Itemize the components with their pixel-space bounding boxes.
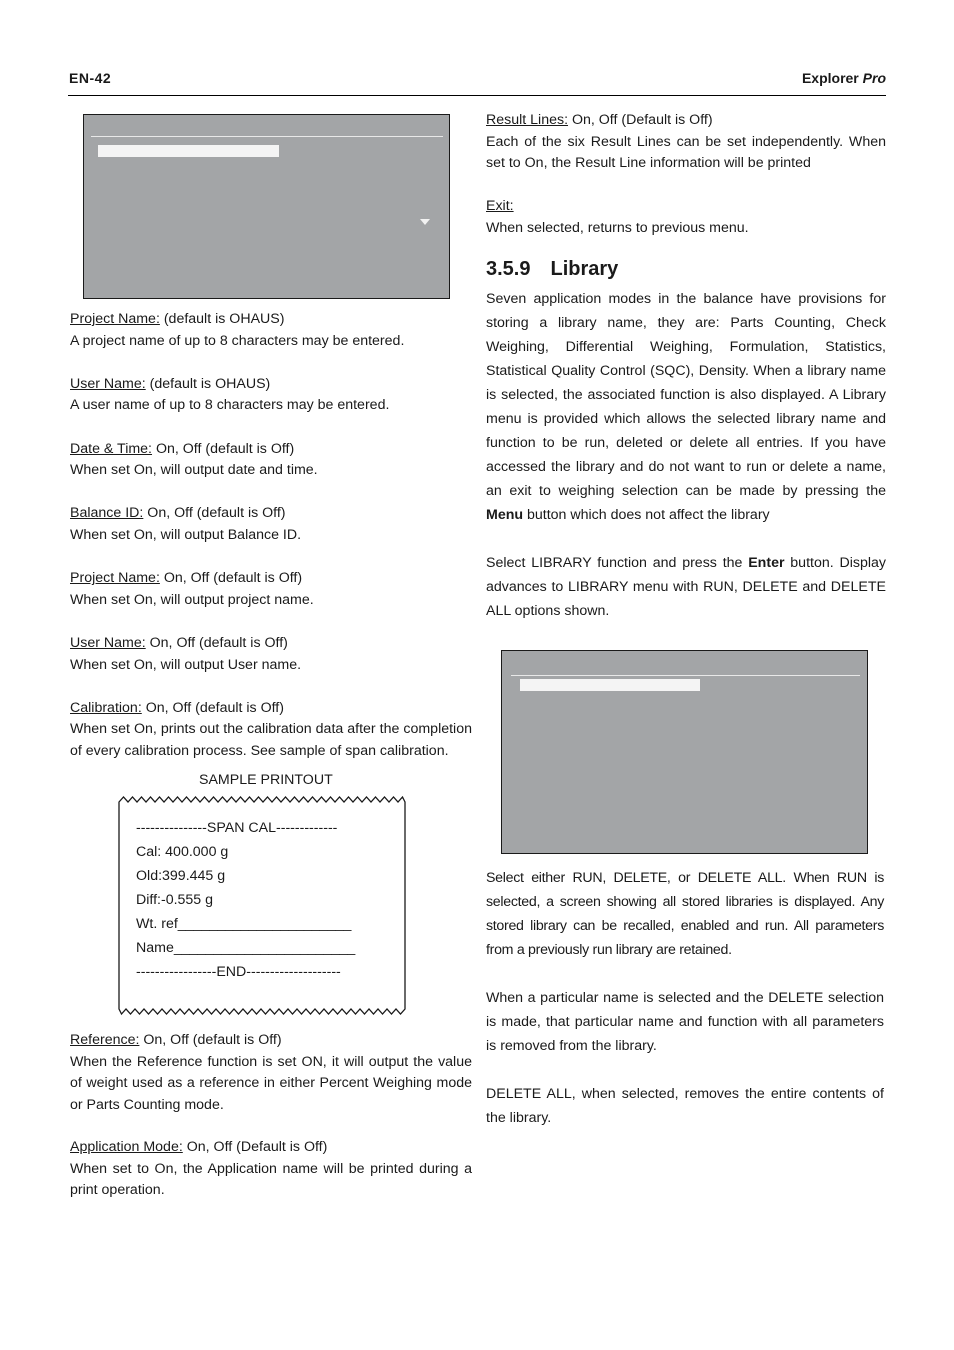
lcd-selection-highlight — [520, 679, 700, 691]
sample-printout — [118, 796, 406, 1016]
library-details — [486, 866, 884, 1130]
lcd-top-line — [91, 136, 443, 137]
left-column-bottom — [70, 1030, 472, 1223]
printout-line: Diff:-0.555 g — [136, 892, 214, 908]
left-column-top — [70, 309, 472, 762]
printout-line: Name_______________________ — [136, 940, 356, 956]
printout-lines — [136, 816, 355, 984]
header-rule — [68, 95, 886, 96]
section-heading: 3.5.9 Library — [486, 258, 619, 280]
product-name: Explorer Pro — [801, 70, 886, 86]
printout-line: Old:399.445 g — [136, 868, 226, 884]
library-paragraph: Select either RUN, DELETE, or DELETE ALL. When RUN is selected, a screen showing all stored libraries is displayed. Any stored library can be recalled, enabled and run. All parameters from a previously run library are retained. — [486, 870, 884, 958]
page-number: EN-42 — [69, 70, 112, 86]
item-calibration: Calibration: On, Off (default is Off) When set On, prints out the calibration data after the completion of every calibration process. See sample of span calibration. — [70, 699, 472, 759]
lcd-selection-highlight — [98, 145, 279, 157]
printout-line: -----------------END-------------------- — [136, 964, 341, 980]
right-column-top — [486, 110, 886, 261]
sample-printout-title: SAMPLE PRINTOUT — [199, 772, 333, 788]
item-exit: Exit: When selected, returns to previous menu. — [486, 198, 749, 236]
lcd-display-print-menu — [83, 114, 450, 299]
triangle-down-icon — [420, 219, 430, 225]
item-user-name-output: User Name: On, Off (default is Off) When set On, will output User name. — [70, 634, 302, 673]
printout-line: ---------------SPAN CAL------------- — [136, 820, 338, 836]
printout-line: Cal: 400.000 g — [136, 844, 229, 860]
item-date-time: Date & Time: On, Off (default is Off) When set On, will output date and time. — [70, 440, 318, 479]
item-user-name-default: User Name: (default is OHAUS) A user name of up to 8 characters may be entered. — [70, 375, 390, 414]
item-reference: Reference: On, Off (default is Off) When the Reference function is set ON, it will output the value of weight used as a reference in either Percent Weighing mode or Parts Counting mode. — [70, 1032, 472, 1113]
lcd-display-library-menu — [501, 650, 868, 854]
library-paragraph: DELETE ALL, when selected, removes the entire contents of the library. — [486, 1086, 884, 1126]
library-paragraph: Seven application modes in the balance have provisions for storing a library name, they are: Parts Counting, Check Weighing, Differential Weighing, Formulation, Statistics, Statistical Quality Control (SQC), Density. When a library name is selected, the associated function is also displayed. A Library menu is provided which allows the selected library name and function to be run, deleted or delete all entries. If you have accessed the library and do not want to run or delete a name, an exit to weighing selection can be made by pressing the Menu button which does not affect the library — [486, 291, 886, 523]
library-paragraph: Select LIBRARY function and press the Enter button. Display advances to LIBRARY menu with RUN, DELETE and DELETE ALL options shown. — [486, 555, 886, 619]
item-project-name-default: Project Name: (default is OHAUS) A project name of up to 8 characters may be entered. — [70, 311, 405, 349]
item-result-lines: Result Lines: On, Off (Default is Off) Each of the six Result Lines can be set independently. When set to On, the Result Line information will be printed — [486, 112, 886, 172]
lcd-top-line — [511, 675, 860, 676]
item-application-mode: Application Mode: On, Off (Default is Off) When set to On, the Application name will be printed during a print operation. — [70, 1138, 472, 1199]
item-project-name-output: Project Name: On, Off (default is Off) When set On, will output project name. — [70, 570, 314, 608]
library-description — [486, 287, 886, 623]
library-paragraph: When a particular name is selected and the DELETE selection is made, that particular name and function with all parameters is removed from the library. — [486, 990, 884, 1054]
item-balance-id: Balance ID: On, Off (default is Off) When set On, will output Balance ID. — [70, 505, 302, 543]
printout-line: Wt. ref______________________ — [136, 916, 352, 932]
